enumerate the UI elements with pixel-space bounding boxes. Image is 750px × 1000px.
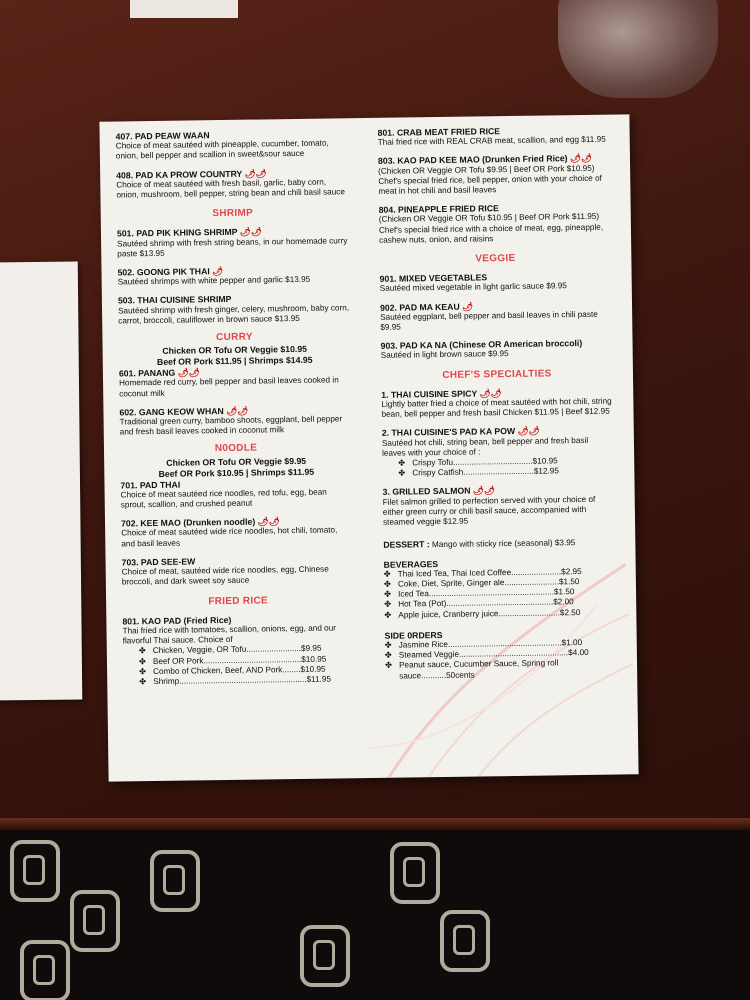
- menu-item: [119, 404, 351, 438]
- option-row: ✤ Crispy Tofu...................................$10.95: [398, 456, 558, 468]
- chili-icon: 🌶🌶: [517, 426, 540, 437]
- dessert-text: Mango with sticky rice (seasonal) $3.95: [431, 538, 576, 550]
- section-title-noodle: N0ODLE: [214, 443, 258, 455]
- bullet-icon: ✤: [384, 640, 392, 650]
- section-title-curry: CURRY: [216, 331, 253, 344]
- item-name: 2. THAI CUISINE'S PAD KA POW: [381, 426, 516, 439]
- water-glass: [558, 0, 718, 98]
- item-desc: Choice of meat sautéed rice noodles, red tofu, egg, bean sprout, scallion, and crushed peanut: [120, 487, 327, 510]
- item-name: 3. GRILLED SALMON: [382, 486, 471, 498]
- section-title-shrimp: SHRIMP: [212, 207, 254, 220]
- napkin: [0, 262, 82, 701]
- item-desc: (Chicken OR Veggie OR Tofu $9.95 | Beef OR Pork $10.95) Chef's special fried rice, bell pepper, onion with your choice of meat in hot chili and basil leaves: [378, 163, 602, 196]
- section-pricing: Chicken OR Tofu OR Veggie $9.95: [166, 455, 307, 468]
- chili-icon: 🌶🌶: [226, 405, 249, 416]
- item-desc: Sautéed eggplant, bell pepper and basil leaves in chili paste $9.95: [380, 309, 598, 332]
- beverage-row: ✤ Coke, Diet, Sprite, Ginger ale........................$1.50: [383, 576, 580, 589]
- item-desc: Traditional green curry, bamboo shoots, eggplant, bell pepper and fresh basil leaves cooked in coconut milk: [119, 414, 343, 437]
- item-desc: Thai fried rice with REAL CRAB meat, scallion, and egg $11.95: [377, 134, 606, 148]
- bullet-icon: ✤: [138, 656, 146, 666]
- item-desc: Filet salmon grilled to perfection served with your choice of either green curry or chili basil sauce, accompanied with steamed veggie $12.95: [382, 494, 596, 527]
- chili-icon: 🌶🌶: [479, 388, 502, 399]
- item-name: 903. PAD KA NA (Chinese OR American broccoli): [380, 338, 583, 352]
- option-row: ✤ Crispy Catfish...............................$12.95: [398, 466, 559, 478]
- menu-item: [117, 264, 349, 288]
- option-row: ✤ Beef OR Pork...........................................$10.95: [138, 654, 327, 666]
- item-name: 801. KAO PAD (Fried Rice): [122, 614, 232, 627]
- item-desc: Sautéed shrimp with fresh ginger, celery, mushroom, baby corn, carrot, broccoli, cauliflower in brown sauce $13.95: [117, 302, 350, 326]
- item-desc: Choice of meat, sautéed wide rice noodles, egg, Chinese broccoli, and dark sweet soy sauce: [121, 564, 329, 587]
- menu-sheet: [99, 114, 638, 781]
- menu-item: [380, 299, 612, 333]
- bullet-icon: ✤: [383, 589, 391, 599]
- chili-icon: 🌶🌶: [244, 168, 267, 179]
- menu-item: [116, 128, 348, 162]
- side-order-row: ✤ Peanut sauce, Cucumber Sauce, Spring roll sauce...........50cents: [384, 658, 559, 681]
- item-desc: Homemade red curry, bell pepper and basil leaves cooked in coconut milk: [119, 375, 339, 399]
- item-desc: Choice of meat sautéed with pineapple, cucumber, tomato, onion, bell pepper and scallion in sweet&sour sauce: [115, 138, 329, 161]
- bullet-icon: ✤: [383, 579, 391, 589]
- bullet-icon: ✤: [383, 569, 391, 579]
- item-name: 502. GOONG PIK THAI: [117, 266, 210, 278]
- option-row: ✤ Combo of Chicken, Beef, AND Pork........$10.95: [139, 664, 326, 676]
- carpet: [0, 830, 750, 1000]
- beverage-row: ✤ Apple juice, Cranberry juice...........................$2.50: [384, 607, 581, 620]
- option-row: ✤ Shrimp........................................................$11.95: [139, 674, 332, 687]
- menu-item: [382, 425, 615, 479]
- paper-corner: [130, 0, 238, 18]
- section-title-veggie: VEGGIE: [475, 252, 516, 265]
- section-pricing: Beef OR Pork $11.95 | Shrimps $14.95: [156, 355, 313, 368]
- item-desc: Sautéed shrimp with fresh string beans, in our homemade curry paste $13.95: [117, 235, 348, 259]
- item-name: 1. THAI CUISINE SPICY: [381, 388, 478, 400]
- dessert-line: [383, 537, 615, 551]
- chili-icon: 🌶: [462, 301, 474, 312]
- item-name: 902. PAD MA KEAU: [379, 301, 460, 313]
- chili-icon: 🌶🌶: [472, 485, 496, 497]
- section-pricing: Chicken OR Tofu OR Veggie $10.95: [162, 344, 308, 357]
- menu-item: [122, 554, 354, 588]
- menu-item: [120, 477, 352, 511]
- menu-item: [121, 516, 353, 550]
- section-pricing: Beef OR Pork $10.95 | Shrimps $11.95: [158, 466, 315, 479]
- item-desc: Thai fried rice with tomatoes, scallion, onions, egg, and our flavorful Thai sauce. Choice of: [122, 623, 337, 646]
- item-name: 701. PAD THAI: [120, 479, 181, 491]
- bullet-icon: ✤: [139, 677, 147, 687]
- menu-right-column: [378, 125, 618, 682]
- menu-item: [117, 226, 349, 260]
- item-name: 501. PAD PIK KHING SHRIMP: [116, 227, 238, 239]
- item-desc: Sautéed hot chili, string bean, bell pepper and fresh basil leaves with your choice of :: [381, 435, 589, 458]
- dessert-label: DESSERT :: [383, 539, 430, 551]
- menu-item: [118, 293, 350, 327]
- bullet-icon: ✤: [398, 458, 406, 468]
- bullet-icon: ✤: [384, 650, 392, 660]
- section-title-fried-rice: FRIED RICE: [208, 594, 269, 607]
- bullet-icon: ✤: [384, 661, 392, 671]
- menu-item: [381, 386, 613, 420]
- menu-left-column: [116, 128, 356, 695]
- item-desc: Choice of meat sautéed wide rice noodles, hot chili, tomato, and basil leaves: [121, 525, 338, 549]
- item-name: 901. MIXED VEGETABLES: [379, 272, 488, 285]
- item-name: 703. PAD SEE-EW: [121, 556, 196, 568]
- item-desc: Sautéed in light brown sauce $9.95: [380, 349, 509, 361]
- menu-item: [381, 338, 613, 362]
- beverage-row: ✤ Iced Tea.......................................................$1.50: [383, 587, 575, 599]
- item-name: 801. CRAB MEAT FRIED RICE: [377, 126, 501, 138]
- bullet-icon: ✤: [384, 610, 392, 620]
- item-desc: Sautéed shrimps with white pepper and garlic $13.95: [117, 275, 311, 287]
- side-order-row: ✤ Steamed Veggie................................................$4.00: [384, 648, 589, 660]
- menu-item: [122, 613, 355, 688]
- item-name: 702. KEE MAO (Drunken noodle): [120, 516, 256, 529]
- chili-icon: 🌶🌶: [239, 226, 262, 238]
- bullet-icon: ✤: [384, 600, 392, 610]
- beverage-row: ✤ Thai Iced Tea, Thai Iced Coffee......................$2.95: [383, 566, 582, 579]
- item-desc: Choice of meat sautéed with fresh basil, garlic, baby corn, onion, mushroom, bell pepper, string bean and chili basil sauce: [116, 177, 345, 200]
- item-name: 601. PANANG: [118, 367, 176, 379]
- chili-icon: 🌶🌶: [569, 153, 593, 164]
- menu-item: [378, 125, 610, 149]
- menu-item: [119, 365, 351, 399]
- chili-icon: 🌶🌶: [257, 516, 280, 527]
- section-title-beverages: BEVERAGES: [383, 558, 439, 570]
- item-desc: (Chicken OR Veggie OR Tofu $10.95 | Beef OR Pork $11.95) Chef's special fried rice with a choice of meat, egg, pineapple, cashew nuts, onion, and raisins: [378, 212, 604, 245]
- bullet-icon: ✤: [138, 646, 146, 656]
- section-title-side-orders: SIDE 0RDERS: [384, 629, 443, 641]
- menu-item: [383, 484, 616, 528]
- beverage-row: ✤ Hot Tea (Pot)...............................................$2.00: [384, 597, 574, 610]
- item-name: 602. GANG KEOW WHAN: [119, 405, 224, 418]
- item-desc: Sautéed mixed vegetable in light garlic sauce $9.95: [379, 281, 567, 294]
- item-desc: Lightly batter fried a choice of meat sautéed with hot chili, string bean, bell pepper and fresh basil Chicken $11.95 | Beef $12.95: [381, 396, 612, 420]
- menu-item: [380, 271, 612, 295]
- item-name: 803. KAO PAD KEE MAO (Drunken Fried Rice): [377, 153, 568, 167]
- menu-item: [116, 167, 348, 201]
- item-name: 503. THAI CUISINE SHRIMP: [117, 294, 232, 306]
- menu-item: [378, 153, 611, 197]
- item-name: 804. PINEAPPLE FRIED RICE: [378, 203, 499, 216]
- chili-icon: 🌶🌶: [177, 367, 200, 378]
- bullet-icon: ✤: [398, 468, 406, 478]
- option-row: ✤ Chicken, Veggie, OR Tofu........................$9.95: [138, 643, 322, 656]
- bullet-icon: ✤: [139, 666, 147, 676]
- item-name: 407. PAD PEAW WAAN: [115, 130, 210, 142]
- menu-item: [379, 202, 612, 246]
- chili-icon: 🌶: [212, 266, 224, 277]
- side-order-row: ✤ Jasmine Rice..................................................$1.00: [384, 637, 583, 650]
- section-title-chef-specialties: CHEF'S SPECIALTIES: [442, 368, 552, 381]
- item-name: 408. PAD KA PROW COUNTRY: [116, 168, 243, 181]
